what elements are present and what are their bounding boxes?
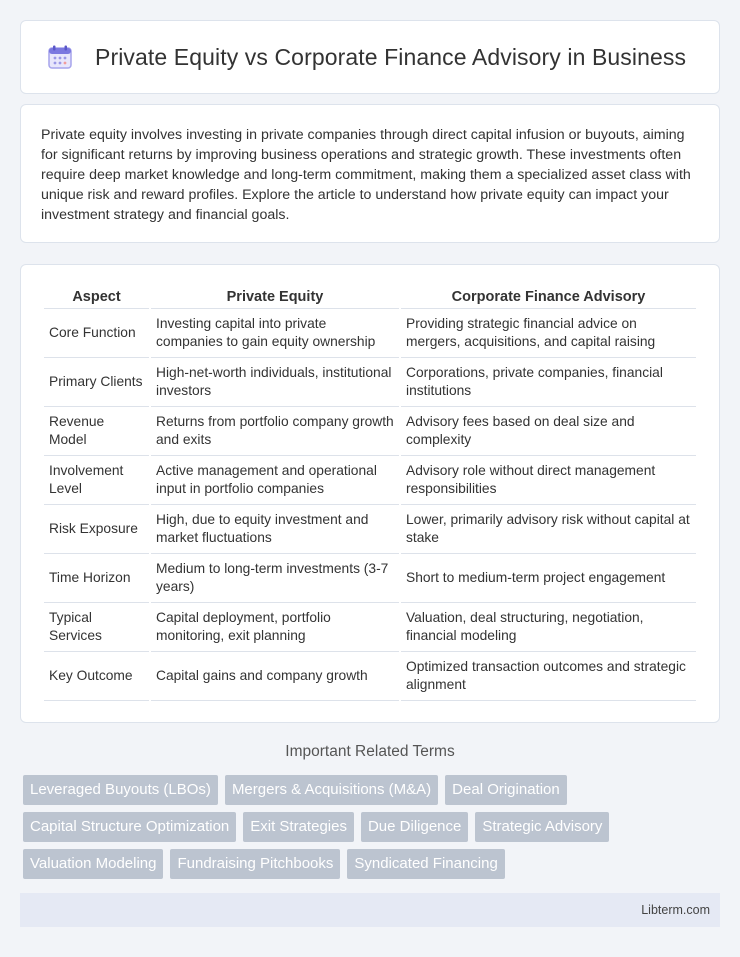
footer-brand-link[interactable]: Libterm.com — [641, 903, 710, 917]
table-cell: Medium to long-term investments (3-7 years) — [151, 554, 399, 603]
table-cell: Corporations, private companies, financial institutions — [401, 358, 696, 407]
table-cell: Short to medium-term project engagement — [401, 554, 696, 603]
table-cell: Time Horizon — [44, 554, 149, 603]
table-cell: Revenue Model — [44, 407, 149, 456]
tag-due-diligence[interactable]: Due Diligence — [361, 812, 468, 842]
tag-row — [23, 775, 723, 805]
table-cell: Advisory fees based on deal size and complexity — [401, 407, 696, 456]
page-title: Private Equity vs Corporate Finance Advisory in Business — [95, 43, 687, 70]
table-cell: Returns from portfolio company growth and exits — [151, 407, 399, 456]
related-terms-list — [23, 775, 723, 886]
intro-text: Private equity involves investing in private companies through direct capital infusion or buyouts, aiming for significant returns by improving business operations and strategic growth. These investments often require deep market knowledge and long-term commitment, making them a specialized asset class with unique risk and reward profiles. Explore the article to understand how private equity can impact your investment strategy and financial goals. — [41, 127, 691, 223]
table-cell: High, due to equity investment and market fluctuations — [151, 505, 399, 554]
table-row — [44, 505, 696, 554]
table-row — [44, 358, 696, 407]
table-cell: Optimized transaction outcomes and strategic alignment — [401, 652, 696, 701]
footer — [20, 893, 720, 927]
tag-deal-origination[interactable]: Deal Origination — [445, 775, 567, 805]
comparison-table — [42, 285, 698, 701]
table-cell: Lower, primarily advisory risk without capital at stake — [401, 505, 696, 554]
table-cell: Providing strategic financial advice on mergers, acquisitions, and capital raising — [401, 309, 696, 358]
tag-fundraising-pitchbooks[interactable]: Fundraising Pitchbooks — [170, 849, 340, 879]
table-cell: Investing capital into private companies to gain equity ownership — [151, 309, 399, 358]
table-row — [44, 456, 696, 505]
table-header-row — [44, 285, 696, 309]
table-cell: Typical Services — [44, 603, 149, 652]
header-private-equity: Private Equity — [151, 285, 399, 309]
tag-capital-structure-optimization[interactable]: Capital Structure Optimization — [23, 812, 236, 842]
table-cell: Capital deployment, portfolio monitoring, exit planning — [151, 603, 399, 652]
header-corporate-finance-advisory: Corporate Finance Advisory — [401, 285, 696, 309]
tag-exit-strategies[interactable]: Exit Strategies — [243, 812, 354, 842]
table-row — [44, 603, 696, 652]
table-cell: Valuation, deal structuring, negotiation, financial modeling — [401, 603, 696, 652]
table-cell: Advisory role without direct management responsibilities — [401, 456, 696, 505]
tag-mergers-acquisitions[interactable]: Mergers & Acquisitions (M&A) — [225, 775, 438, 805]
comparison-card — [20, 264, 720, 723]
tag-strategic-advisory[interactable]: Strategic Advisory — [475, 812, 609, 842]
table-cell: Primary Clients — [44, 358, 149, 407]
table-cell: Core Function — [44, 309, 149, 358]
table-row — [44, 407, 696, 456]
tag-row — [23, 849, 723, 879]
tag-valuation-modeling[interactable]: Valuation Modeling — [23, 849, 163, 879]
table-cell: Risk Exposure — [44, 505, 149, 554]
table-cell: High-net-worth individuals, institutional investors — [151, 358, 399, 407]
table-cell: Key Outcome — [44, 652, 149, 701]
tag-row — [23, 812, 723, 842]
table-cell: Involvement Level — [44, 456, 149, 505]
header-card — [20, 20, 720, 94]
related-terms-title: Important Related Terms — [285, 743, 455, 760]
header-aspect: Aspect — [44, 285, 149, 309]
table-row — [44, 652, 696, 701]
table-cell: Capital gains and company growth — [151, 652, 399, 701]
tag-leveraged-buyouts[interactable]: Leveraged Buyouts (LBOs) — [23, 775, 218, 805]
table-cell: Active management and operational input in portfolio companies — [151, 456, 399, 505]
tag-syndicated-financing[interactable]: Syndicated Financing — [347, 849, 504, 879]
calendar-icon — [47, 44, 73, 70]
table-row — [44, 554, 696, 603]
table-row — [44, 309, 696, 358]
intro-card — [20, 104, 720, 243]
